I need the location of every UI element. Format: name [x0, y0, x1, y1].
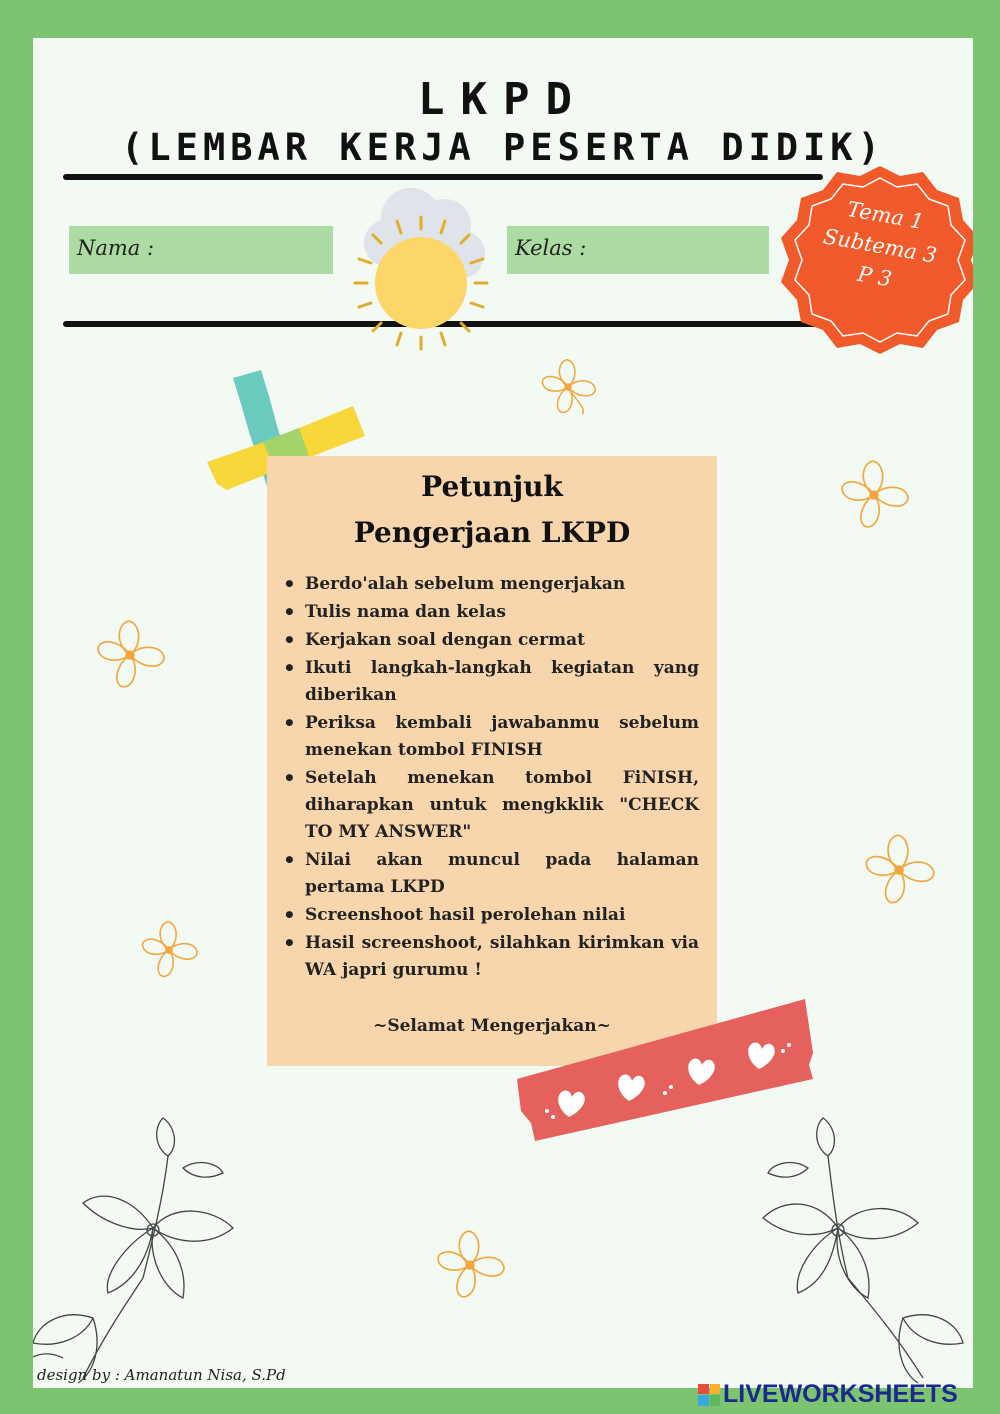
instruction-item: • Kerjakan soal dengan cermat [305, 627, 699, 654]
liveworksheets-brand: LIVEWORKSHEETS [723, 1380, 958, 1408]
lineart-flower-left-icon [33, 1108, 273, 1388]
liveworksheets-logo[interactable] [698, 1380, 958, 1409]
instruction-item: • Periksa kembali jawabanmu sebelum menekan tombol FINISH [305, 710, 699, 764]
class-field[interactable] [507, 226, 769, 274]
name-field[interactable] [69, 226, 333, 274]
flower-icon [429, 1226, 511, 1304]
flower-icon [535, 356, 601, 418]
lineart-flower-right-icon [723, 1108, 973, 1388]
flower-icon [89, 616, 171, 694]
class-label: Kelas : [515, 236, 587, 260]
top-divider [63, 174, 823, 180]
instruction-item: • Setelah menekan tombol FiNISH, diharapkan untuk mengkklik "CHECK TO MY ANSWER" [305, 765, 699, 846]
flower-icon [135, 918, 203, 982]
name-label: Nama : [77, 236, 155, 260]
badge-line-subtheme: Subtema 3 [821, 224, 939, 268]
instruction-item: • Ikuti langkah-langkah kegiatan yang diberikan [305, 655, 699, 709]
sun-cloud-icon [333, 183, 503, 363]
title-full: (LEMBAR KERJA PESERTA DIDIK) [121, 126, 885, 169]
worksheet-page [33, 38, 973, 1388]
flower-icon [857, 830, 941, 910]
liveworksheets-icon [698, 1384, 720, 1406]
instruction-item: • Nilai akan muncul pada halaman pertama LKPD [305, 847, 699, 901]
instruction-item: • Berdo'alah sebelum mengerjakan [305, 571, 699, 598]
instruction-list [305, 571, 699, 985]
instruction-item: • Hasil screenshoot, silahkan kirimkan via WA japri gurumu ! [305, 930, 699, 984]
title-lkpd: LKPD [418, 74, 588, 125]
card-title-line1: Petunjuk [421, 470, 563, 503]
badge-line-meeting: P 3 [855, 261, 894, 292]
instruction-item: • Screenshoot hasil perolehan nilai [305, 902, 699, 929]
closing-message: ~Selamat Mengerjakan~ [373, 1016, 611, 1036]
instruction-card [267, 456, 717, 1066]
badge-line-theme: Tema 1 [845, 196, 926, 235]
flower-icon [833, 456, 915, 534]
instruction-item: • Tulis nama dan kelas [305, 599, 699, 626]
theme-badge [775, 160, 973, 360]
card-title-line2: Pengerjaan LKPD [353, 516, 631, 549]
design-credit: design by : Amanatun Nisa, S.Pd [37, 1366, 286, 1384]
